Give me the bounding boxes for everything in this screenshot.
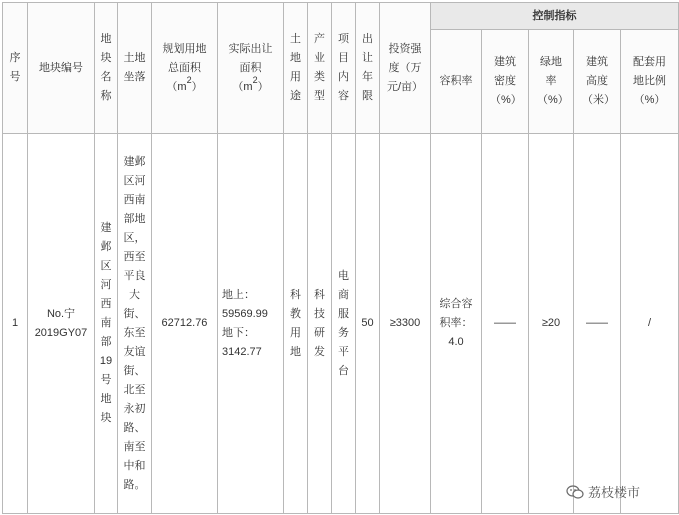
unit-exp: 2 <box>186 74 192 85</box>
row-industry-type: 科技研发 <box>308 134 332 514</box>
row-planned-area: 62712.76 <box>152 134 218 514</box>
row-seq: 1 <box>3 134 28 514</box>
unit-close: ） <box>191 80 203 93</box>
header-far: 容积率 <box>431 30 482 134</box>
header-support: 配套用地比例（%） <box>621 30 679 134</box>
header-density: 建筑密度（%） <box>482 30 529 134</box>
header-actual-area-unit <box>218 74 283 97</box>
row-density: —— <box>482 134 529 514</box>
watermark-text: 荔枝楼市 <box>587 485 640 500</box>
header-actual-area <box>218 3 284 134</box>
row-actual-area-above: 地上：59569.99 <box>222 288 268 320</box>
wechat-icon <box>566 485 584 499</box>
row-location: 建邺区河西南部地区，西至平良大街、东至友谊街、北至永初路、南至中和路。 <box>118 134 152 514</box>
header-project-content: 项目内容 <box>332 3 356 134</box>
land-parcel-table <box>2 2 679 514</box>
header-industry-type: 产业类型 <box>308 3 332 134</box>
header-planned-area-label: 规划用地总面积 <box>162 42 207 74</box>
header-investment: 投资强度（万元/亩） <box>380 3 431 134</box>
row-term: 50 <box>356 134 380 514</box>
header-planned-area <box>152 3 218 134</box>
row-parcel-name: 建邺区河西南部19号地块 <box>95 134 118 514</box>
unit-base: （m <box>166 80 187 93</box>
header-seq: 序号 <box>3 3 28 134</box>
watermark <box>566 482 640 501</box>
header-actual-area-label: 实际出让面积 <box>228 42 273 74</box>
header-term: 出让年限 <box>356 3 380 134</box>
row-support: / <box>621 134 679 514</box>
row-height: —— <box>574 134 621 514</box>
row-land-use: 科教用地 <box>284 134 308 514</box>
unit-close: ） <box>257 80 269 93</box>
row-project-content: 电商服务平台 <box>332 134 356 514</box>
header-parcel-no: 地块编号 <box>28 3 95 134</box>
row-actual-area-below: 地下：3142.77 <box>222 326 262 358</box>
row-far: 综合容积率：4.0 <box>431 134 482 514</box>
unit-base: （m <box>232 80 253 93</box>
header-parcel-name: 地块名称 <box>95 3 118 134</box>
header-location: 土地坐落 <box>118 3 152 134</box>
header-green: 绿地率（%） <box>529 30 574 134</box>
row-parcel-no: No.宁2019GY07 <box>28 134 95 514</box>
header-planned-area-unit <box>152 74 217 97</box>
header-control-indicators: 控制指标 <box>431 3 679 30</box>
row-investment: ≥3300 <box>380 134 431 514</box>
unit-exp: 2 <box>252 74 258 85</box>
row-green: ≥20 <box>529 134 574 514</box>
row-actual-area <box>218 134 284 514</box>
header-land-use: 土地用途 <box>284 3 308 134</box>
header-height: 建筑高度（米） <box>574 30 621 134</box>
